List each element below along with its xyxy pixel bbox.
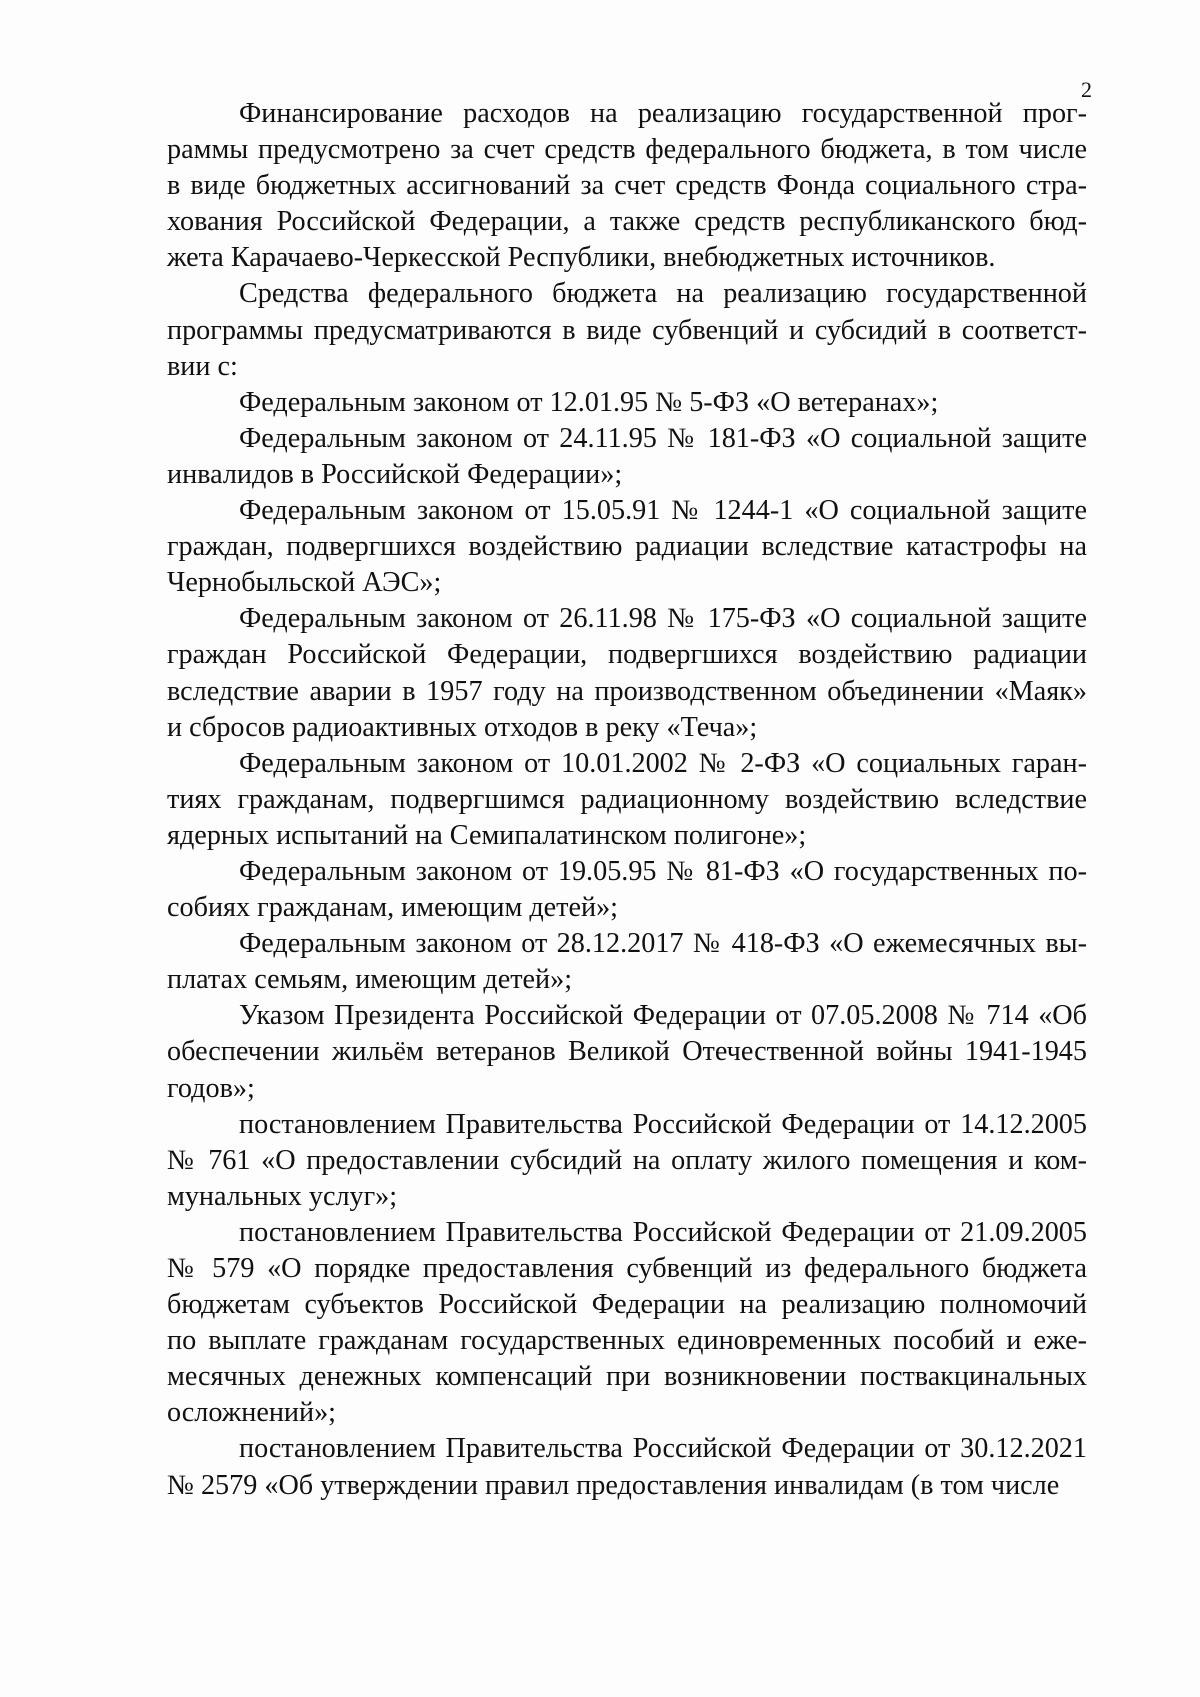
paragraph-line: вследствие аварии в 1957 году на производственном объединении «Маяк»	[167, 675, 1087, 707]
paragraph-line: № 579 «О порядке предоставления субвенций из федерального бюджета	[167, 1253, 1087, 1284]
paragraph	[167, 854, 1087, 926]
paragraph-line: постановлением Правительства Российской Федерации от 21.09.2005	[239, 1216, 1087, 1248]
paragraph	[167, 385, 1087, 421]
paragraph-line: ядерных испытаний на Семипалатинском полигоне»;	[167, 819, 807, 851]
paragraph	[167, 1215, 1087, 1432]
paragraph	[167, 1431, 1087, 1503]
paragraph-line: Чернобыльской АЭС»;	[167, 567, 442, 599]
paragraph	[167, 1107, 1087, 1215]
paragraph-line: Указом Президента Российской Федерации от 07.05.2008 № 714 «Об	[239, 1000, 1087, 1032]
paragraph-line: Средства федерального бюджета на реализацию государственной	[239, 278, 1087, 310]
paragraph-line: граждан, подвергшихся воздействию радиации вследствие катастрофы на	[167, 531, 1087, 563]
paragraph-line: осложнений»;	[167, 1397, 337, 1429]
paragraph-line: месячных денежных компенсаций при возникновении поствакцинальных	[167, 1361, 1087, 1393]
paragraph-line: платах семьям, имеющим детей»;	[167, 964, 573, 996]
paragraph-line: Финансирование расходов на реализацию государственной прог-	[239, 98, 1087, 129]
paragraph-line: обеспечении жильём ветеранов Великой Отечественной войны 1941-1945	[167, 1036, 1087, 1068]
paragraph-line: граждан Российской Федерации, подвергшихся воздействию радиации	[167, 639, 1087, 671]
document-body	[167, 96, 1087, 1504]
paragraph-line: в виде бюджетных ассигнований за счет средств Фонда социального стра-	[167, 170, 1087, 202]
paragraph-line: Федеральным законом от 24.11.95 № 181-ФЗ «О социальной защите	[239, 422, 1087, 454]
paragraph-line: собиях гражданам, имеющим детей»;	[167, 892, 619, 924]
paragraph-line: Федеральным законом от 19.05.95 № 81-ФЗ «О государственных по-	[239, 855, 1087, 887]
paragraph	[167, 96, 1087, 276]
paragraph-line: постановлением Правительства Российской Федерации от 14.12.2005	[239, 1108, 1087, 1140]
paragraph-line: постановлением Правительства Российской Федерации от 30.12.2021	[239, 1433, 1087, 1465]
paragraph-line: Федеральным законом от 12.01.95 № 5-ФЗ «О ветеранах»;	[239, 386, 939, 418]
paragraph-line: программы предусматриваются в виде субвенций и субсидий в соответст-	[167, 314, 1087, 346]
paragraph-line: вии с:	[167, 350, 238, 382]
paragraph-line: хования Российской Федерации, а также средств республиканского бюд-	[167, 206, 1087, 238]
paragraph-line: и сбросов радиоактивных отходов в реку «Теча»;	[167, 711, 758, 743]
paragraph-line: раммы предусмотрено за счет средств федерального бюджета, в том числе	[167, 134, 1087, 166]
paragraph-line: инвалидов в Российской Федерации»;	[167, 458, 623, 490]
paragraph-line: Федеральным законом от 10.01.2002 № 2-ФЗ «О социальных гаран-	[239, 747, 1087, 779]
paragraph	[167, 998, 1087, 1106]
page-number: 2	[1081, 77, 1092, 102]
paragraph	[167, 276, 1087, 384]
paragraph	[167, 601, 1087, 745]
paragraph-line: № 761 «О предоставлении субсидий на оплату жилого помещения и ком-	[167, 1144, 1087, 1176]
paragraph-line: Федеральным законом от 28.12.2017 № 418-ФЗ «О ежемесячных вы-	[239, 928, 1087, 960]
paragraph-line: Федеральным законом от 26.11.98 № 175-ФЗ «О социальной защите	[239, 603, 1087, 635]
paragraph-line: Федеральным законом от 15.05.91 № 1244-1 «О социальной защите	[239, 495, 1087, 527]
paragraph	[167, 926, 1087, 998]
paragraph-line: № 2579 «Об утверждении правил предоставления инвалидам (в том числе	[167, 1469, 1060, 1501]
paragraph	[167, 421, 1087, 493]
paragraph-line: по выплате гражданам государственных единовременных пособий и еже-	[167, 1325, 1087, 1357]
paragraph-line: бюджетам субъектов Российской Федерации на реализацию полномочий	[167, 1289, 1087, 1321]
paragraph	[167, 746, 1087, 854]
paragraph-line: жета Карачаево-Черкесской Республики, внебюджетных источников.	[167, 242, 996, 274]
paragraph	[167, 493, 1087, 601]
paragraph-line: тиях гражданам, подвергшимся радиационному воздействию вследствие	[167, 783, 1087, 815]
paragraph-line: мунальных услуг»;	[167, 1180, 398, 1212]
paragraph-line: годов»;	[167, 1072, 255, 1104]
